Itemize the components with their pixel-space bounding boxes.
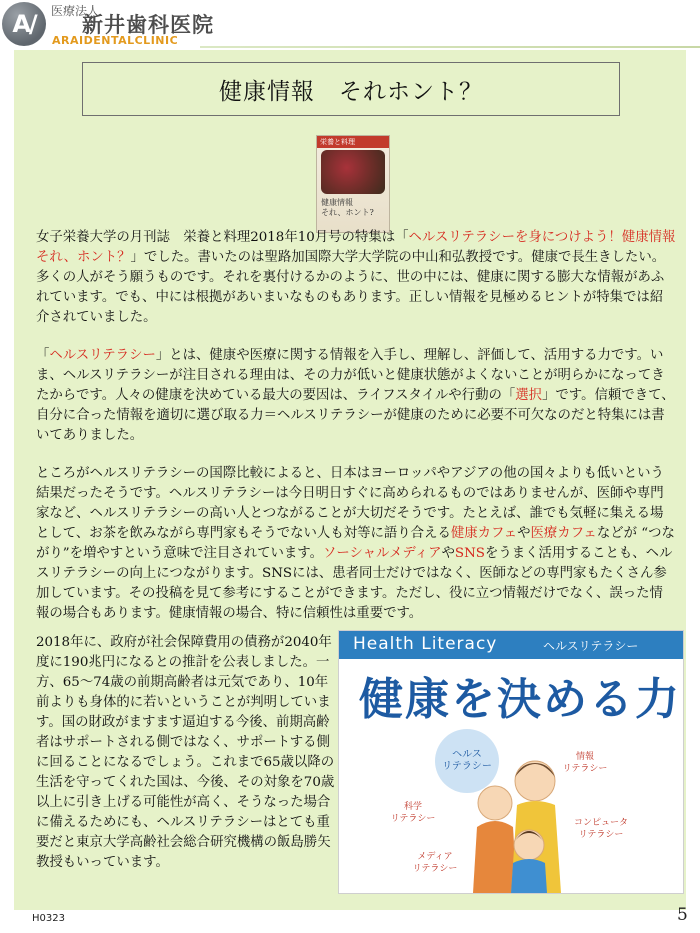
p1-text: 女子栄養大学の月刊誌 栄養と料理2018年10月号の特集は「 xyxy=(36,230,409,245)
bubble-main-line2: リテラシー xyxy=(442,761,492,772)
bubble-media-line2: リテラシー xyxy=(412,864,458,874)
magazine-masthead: 栄養と料理 xyxy=(317,136,389,148)
logo-text: A/ xyxy=(12,10,36,38)
p2-text-post: 」です。信頼できて、自分に合った情報を適切に選び取る力＝ヘルスリテラシーが健康のために必要不可欠なのだと特集には書いてありました。 xyxy=(36,388,675,443)
magazine-photo xyxy=(321,150,385,194)
bubble-computer-line2: リテラシー xyxy=(578,830,624,840)
bubble-media-line1: メディア xyxy=(417,852,453,862)
p3-term-sns: SNS xyxy=(454,546,485,561)
bubble-science-line2: リテラシー xyxy=(390,814,436,824)
p3-term-health-cafe: 健康カフェ xyxy=(450,526,518,541)
bubble-computer-literacy xyxy=(565,807,637,851)
clinic-logo xyxy=(2,2,46,46)
p2-key: 選択 xyxy=(515,388,543,403)
page-title: 健康情報 それホント？ xyxy=(219,78,483,105)
bubble-main-line1: ヘルス xyxy=(452,749,482,760)
paragraph-comparison xyxy=(36,464,676,624)
p3-text-mid: などが “つながり”を増やすという意味で注目されています。 xyxy=(36,526,675,561)
p3-text-post: をうまく活用することも、ヘルスリテラシーの向上につながります。SNSには、患者同士だけではなく、医師などの専門家もたくさん参加しています。その投稿を見て参考にすることができます。ただし、役に立つ情報だけでなく、誤った情報の場合もあります。健康情報の場合、特に信頼性は重要です。 xyxy=(36,546,673,621)
page-number: 5 xyxy=(677,905,688,925)
illustration-title-jp: ヘルスリテラシー xyxy=(543,639,639,653)
magazine-cover-line2: それ、ホント? xyxy=(321,208,374,217)
p3-term-social-media: ソーシャルメディア xyxy=(322,546,442,561)
p2-open: 「 xyxy=(36,348,50,363)
title-box xyxy=(82,62,620,116)
bubble-computer-line1: コンピュータ xyxy=(573,818,628,828)
clinic-name-en: ARAIDENTALCLINIC xyxy=(52,34,179,47)
p2-text: 」とは、健康や医療に関する情報を入手し、理解し、評価して、活用する力です。いま、ヘルスリテラシーが注目される理由は、その力が低いと健康状態がよくないことが明らかになってきたからです。人々の健康を決めている最大の要因は、ライフスタイルや行動の「 xyxy=(36,348,665,403)
bubble-science-literacy xyxy=(383,791,443,835)
health-literacy-illustration xyxy=(338,630,684,894)
illustration-headline: 健康を決める力 xyxy=(359,674,681,725)
p1-text-post: 」でした。書いたのは聖路加国際大学大学院の中山和弘教授です。健康で長生きしたい。多くの人がそう願うものです。それを裏付けるかのように、世の中には、健康に関する膨大な情報があふれています。でも、中には根拠があいまいなものもあります。正しい情報を見極めるヒントが特集では紹介されていました。 xyxy=(36,250,666,325)
bubble-science-line1: 科学 xyxy=(403,802,422,812)
bubble-info-line2: リテラシー xyxy=(562,764,608,774)
content-panel xyxy=(14,50,686,910)
p1-highlight: ヘルスリテラシーを身につけよう！健康情報それ、ホント？ xyxy=(36,230,676,265)
org-type: 医療法人 xyxy=(51,4,100,18)
magazine-cover-image xyxy=(316,135,390,233)
illustration-title-en: Health Literacy xyxy=(353,634,498,654)
paragraph-definition xyxy=(36,346,676,446)
bubble-information-literacy xyxy=(555,741,615,785)
magazine-cover-text xyxy=(321,198,374,218)
bubble-info-line1: 情報 xyxy=(575,752,594,762)
bubble-health-literacy xyxy=(435,729,499,793)
magazine-cover-line1: 健康情報 xyxy=(321,198,353,207)
p3-text: ところがヘルスリテラシーの国際比較によると、日本はヨーロッパやアジアの他の国々よりも低いという結果だったそうです。ヘルスリテラシーは今日明日すぐに高められるものではありませんが、医師や専門家など、ヘルスリテラシーの高い人とつながることが大切だそうです。たとえば、誰でも気軽に集える場として、お茶を飲みながら専門家もそうでない人も対等に語り合える xyxy=(36,466,664,541)
header-rule xyxy=(200,46,700,48)
p3-join2: や xyxy=(441,546,455,561)
p3-term-medical-cafe: 医療カフェ xyxy=(530,526,597,541)
bubble-media-literacy xyxy=(405,843,465,883)
paragraph-aging: 2018年に、政府が社会保障費用の債務が2040年度に190兆円になるとの推計を公表しました。一方、65～74歳の前期高齢者は元気であり、10年前よりも身体的に若いということが判明しています。国の財政がますます逼迫する今後、前期高齢者はサポートされる側ではなく、サポートする側に回ることになるでしょう。これまで65歳以降の生活を守ってくれた国は、今後、その対象を70歳以上に引き上げる可能性が高く、そうなった場合に備えるためにも、ヘルスリテラシーはとても重要だと東京大学高齢社会総合研究機構の飯島勝矢教授もいっています。 xyxy=(36,635,335,870)
paragraph-intro xyxy=(36,228,676,328)
document-code: H0323 xyxy=(32,913,65,924)
p3-join1: や xyxy=(517,526,531,541)
p2-term: ヘルスリテラシー xyxy=(49,348,156,363)
clinic-name: 新井歯科医院 xyxy=(82,13,214,37)
header xyxy=(0,0,700,50)
